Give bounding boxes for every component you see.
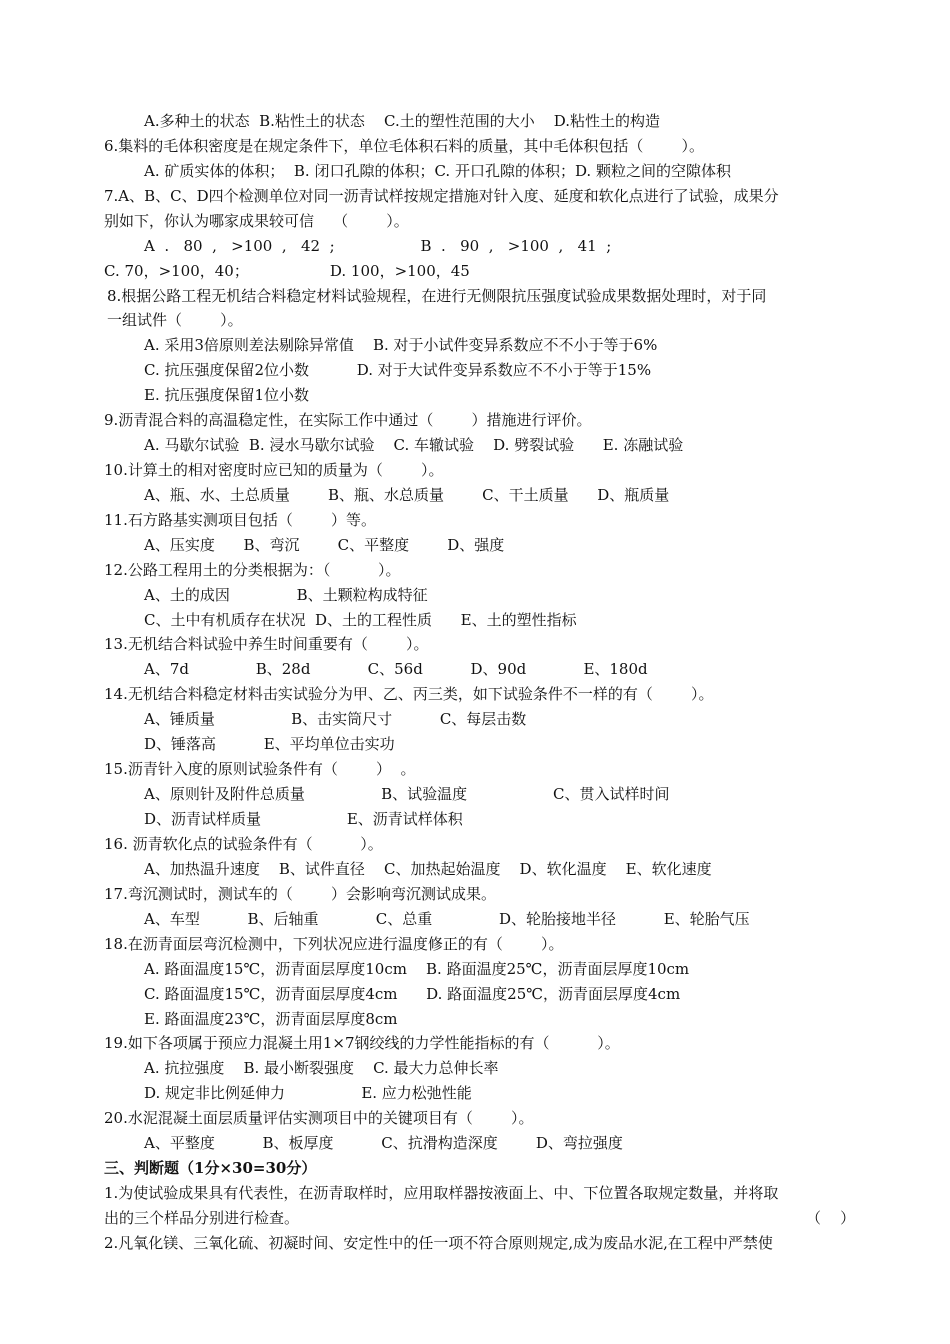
q14-options-de: D、锤落高 E、平均单位击实功 (144, 735, 395, 753)
j1-stem-line1: 1.为使试验成果具有代表性，在沥青取样时，应用取样器按液面上、中、下位置各取规定数量，并将取 (104, 1184, 779, 1202)
q14-options-abc: A、锤质量 B、击实筒尺寸 C、每层击数 (144, 710, 527, 728)
q15-stem: 15.沥青针入度的原则试验条件有（ ） 。 (104, 760, 416, 778)
q5-options: A.多种土的状态 B.粘性土的状态 C.土的塑性范围的大小 D.粘性土的构造 (144, 112, 661, 130)
q7-options-ab: A . 80 , >100 , 42 ; B . 90 , >100 , 41 ; (144, 237, 612, 255)
j2-stem-line1: 2.凡氧化镁、三氧化硫、初凝时间、安定性中的任一项不符合原则规定,成为废品水泥,在工程中严禁使 (104, 1234, 773, 1252)
q16-stem: 16. 沥青软化点的试验条件有（ ）。 (104, 835, 383, 853)
q11-options: A、压实度 B、弯沉 C、平整度 D、强度 (144, 536, 505, 554)
q15-options-abc: A、原则针及附件总质量 B、试验温度 C、贯入试样时间 (144, 785, 670, 803)
q18-option-e: E. 路面温度23℃，沥青面层厚度8cm (144, 1010, 398, 1028)
q17-stem: 17.弯沉测试时，测试车的（ ）会影响弯沉测试成果。 (104, 885, 497, 903)
q12-stem: 12.公路工程用土的分类根据为：（ ）。 (104, 561, 401, 579)
q8-options-ab: A. 采用3倍原则差法剔除异常值 B. 对于小试件变异系数应不不小于等于6% (144, 336, 658, 354)
q7-stem-line2: 别如下，你认为哪家成果较可信 （ ）。 (104, 212, 409, 230)
q19-options-de: D. 规定非比例延伸力 E. 应力松弛性能 (144, 1084, 472, 1102)
q11-stem: 11.石方路基实测项目包括（ ）等。 (104, 511, 377, 529)
q9-options: A. 马歇尔试验 B. 浸水马歇尔试验 C. 车辙试验 D. 劈裂试验 E. 冻融试验 (144, 436, 684, 454)
q19-stem: 19.如下各项属于预应力混凝土用1×7钢绞线的力学性能指标的有（ ）。 (104, 1034, 620, 1052)
q8-stem-line1: 8.根据公路工程无机结合料稳定材料试验规程，在进行无侧限抗压强度试验成果数据处理时，对于同 (107, 287, 767, 305)
j1-answer-paren: （ ） (806, 1209, 856, 1227)
q18-options-cd: C. 路面温度15℃，沥青面层厚度4cm D. 路面温度25℃，沥青面层厚度4cm (144, 985, 681, 1003)
q7-options-cd: C. 70，>100，40； D. 100，>100，45 (104, 262, 470, 280)
q7-stem-line1: 7.A、B、C、D四个检测单位对同一沥青试样按规定措施对针入度、延度和软化点进行了试验，成果分 (104, 187, 779, 205)
j1-stem-line2: 出的三个样品分别进行检查。 (104, 1209, 300, 1227)
q12-options-cde: C、土中有机质存在状况 D、土的工程性质 E、土的塑性指标 (144, 611, 577, 629)
q6-stem: 6.集料的毛体积密度是在规定条件下，单位毛体积石料的质量，其中毛体积包括（ ）。 (104, 137, 704, 155)
q18-stem: 18.在沥青面层弯沉检测中，下列状况应进行温度修正的有（ ）。 (104, 935, 564, 953)
q15-options-de: D、沥青试样质量 E、沥青试样体积 (144, 810, 463, 828)
q20-stem: 20.水泥混凝土面层质量评估实测项目中的关键项目有（ ）。 (104, 1109, 534, 1127)
q17-options: A、车型 B、后轴重 C、总重 D、轮胎接地半径 E、轮胎气压 (144, 910, 750, 928)
q18-options-ab: A. 路面温度15℃，沥青面层厚度10cm B. 路面温度25℃，沥青面层厚度10cm (144, 960, 690, 978)
q6-options: A. 矿质实体的体积； B. 闭口孔隙的体积；C. 开口孔隙的体积；D. 颗粒之间的空隙体积 (144, 162, 731, 180)
section-heading-judgment: 三、判断题（1分×30=30分） (104, 1159, 317, 1177)
q8-option-e: E. 抗压强度保留1位小数 (144, 386, 310, 404)
q13-options: A、7d B、28d C、56d D、90d E、180d (144, 660, 648, 678)
q14-stem: 14.无机结合料稳定材料击实试验分为甲、乙、丙三类，如下试验条件不一样的有（ ）。 (104, 685, 714, 703)
q8-options-cd: C. 抗压强度保留2位小数 D. 对于大试件变异系数应不不小于等于15% (144, 361, 652, 379)
q10-stem: 10.计算土的相对密度时应已知的质量为（ ）。 (104, 461, 444, 479)
q9-stem: 9.沥青混合料的高温稳定性，在实际工作中通过（ ）措施进行评价。 (104, 411, 592, 429)
q12-options-ab: A、土的成因 B、土颗粒构成特征 (144, 586, 428, 604)
q8-stem-line2: 一组试件（ ）。 (107, 311, 243, 329)
q10-options: A、瓶、水、土总质量 B、瓶、水总质量 C、干土质量 D、瓶质量 (144, 486, 670, 504)
q20-options: A、平整度 B、板厚度 C、抗滑构造深度 D、弯拉强度 (144, 1134, 623, 1152)
q19-options-abc: A. 抗拉强度 B. 最小断裂强度 C. 最大力总伸长率 (144, 1059, 499, 1077)
q13-stem: 13.无机结合料试验中养生时间重要有（ ）。 (104, 635, 429, 653)
q16-options: A、加热温升速度 B、试件直径 C、加热起始温度 D、软化温度 E、软化速度 (144, 860, 712, 878)
